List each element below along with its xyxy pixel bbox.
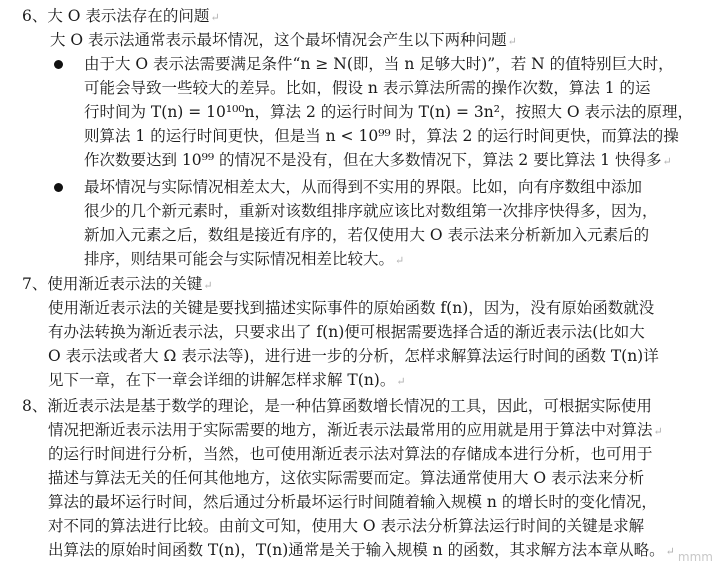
line-text: 8、渐近表示法是基于数学的理论，是一种估算函数增长情况的工具，因此，可根据实际使用 <box>22 397 652 415</box>
text-line <box>48 418 721 442</box>
line-text: 作次数要达到 10⁹⁹ 的情况不是没有，但在大多数情况下，算法 2 要比算法 1 快得多 <box>84 151 662 169</box>
text-line <box>84 52 721 76</box>
line-text: 算法的最坏运行时间，然后通过分析最坏运行时间随着输入规模 n 的增长时的变化情况， <box>48 493 657 511</box>
text-line <box>48 514 721 538</box>
text-line <box>48 442 721 466</box>
paragraph-mark-icon: ↵ <box>653 425 663 438</box>
line-text: 排序，则结果可能会与实际情况相差比较大。 <box>84 250 395 268</box>
text-line <box>48 320 721 344</box>
paragraph-mark-icon: ↵ <box>662 155 672 168</box>
bullet-icon <box>54 60 63 69</box>
line-text: 对不同的算法进行比较。由前文可知，使用大 O 表示法分析算法运行时间的关键是求解 <box>48 517 645 535</box>
text-line <box>84 100 721 124</box>
text-line <box>84 199 721 223</box>
line-text: 使用渐近表示法的关键是要找到描述实际事件的原始函数 f(n)，因为，没有原始函数就没 <box>48 299 655 317</box>
paragraph-mark-icon: ↵ <box>395 254 405 267</box>
paragraph-mark-icon: ↵ <box>210 11 220 24</box>
line-text: 由于大 O 表示法需要满足条件“n ≥ N(即，当 n 足够大时)”，若 N 的值特别巨大时， <box>84 55 674 73</box>
text-line <box>84 175 721 199</box>
line-text: O 表示法或者大 Ω 表示法等)，进行进一步的分析，怎样求解算法运行时间的函数 T(n)详 <box>48 347 659 365</box>
paragraph-mark-icon: ↵ <box>203 279 213 292</box>
paragraph-mark-icon: ↵ <box>507 35 517 48</box>
line-text: 可能会导致一些较大的差异。比如，假设 n 表示算法所需的操作次数，算法 1 的运 <box>84 79 651 97</box>
line-text: 有办法转换为渐近表示法，只要求出了 f(n)便可根据需要选择合适的渐近表示法(比如大 <box>48 323 645 341</box>
text-line <box>84 247 721 271</box>
text-line <box>48 344 721 368</box>
line-text: 新加入元素之后，数组是接近有序的，若仅使用大 O 表示法来分析新加入元素后的 <box>84 226 650 244</box>
paragraph-mark-icon: ↵ <box>665 545 675 558</box>
text-line <box>48 466 721 490</box>
line-text: 很少的几个新元素时，重新对该数组排序就应该比对数组第一次排序快得多，因为， <box>84 202 658 220</box>
watermark: mmm <box>677 550 713 564</box>
line-text: 则算法 1 的运行时间更快，但是当 n < 10⁹⁹ 时，算法 2 的运行时间更快，而算法的操 <box>84 127 679 145</box>
bullet-icon <box>54 183 63 192</box>
text-line <box>84 223 721 247</box>
text-line <box>48 490 721 514</box>
line-text: 行时间为 T(n) = 10¹⁰⁰n，算法 2 的运行时间为 T(n) = 3n²，按照大 O 表示法的原理， <box>84 103 694 121</box>
text-line <box>84 148 721 172</box>
text-line <box>50 28 721 52</box>
line-text: 情况把渐近表示法用于实际需要的地方，渐近表示法最常用的应用就是用于算法中对算法 <box>48 421 653 439</box>
text-line <box>48 368 721 392</box>
line-text: 大 O 表示法通常表示最坏情况，这个最坏情况会产生以下两种问题 <box>50 31 507 49</box>
text-line <box>22 272 721 296</box>
line-text: 的运行时间进行分析，当然，也可使用渐近表示法对算法的存储成本进行分析，也可用于 <box>48 445 653 463</box>
text-line <box>84 76 721 100</box>
text-line <box>22 394 721 418</box>
line-text: 描述与算法无关的任何其他地方，这依实际需要而定。算法通常使用大 O 表示法来分析 <box>48 469 645 487</box>
text-line <box>84 124 721 148</box>
line-text: 6、大 O 表示法存在的问题 <box>22 7 210 25</box>
line-text: 7、使用渐近表示法的关键 <box>22 275 203 293</box>
line-text: 出算法的原始时间函数 T(n)，T(n)通常是关于输入规模 n 的函数，其求解方法本章从略。 <box>48 541 665 559</box>
line-text: 最坏情况与实际情况相差太大，从而得到不实用的界限。比如，向有序数组中添加 <box>84 178 643 196</box>
text-line <box>48 538 721 562</box>
line-text: 见下一章，在下一章会详细的讲解怎样求解 T(n)。 <box>48 371 396 389</box>
text-line <box>48 296 721 320</box>
paragraph-mark-icon: ↵ <box>396 375 406 388</box>
text-line <box>22 4 721 28</box>
